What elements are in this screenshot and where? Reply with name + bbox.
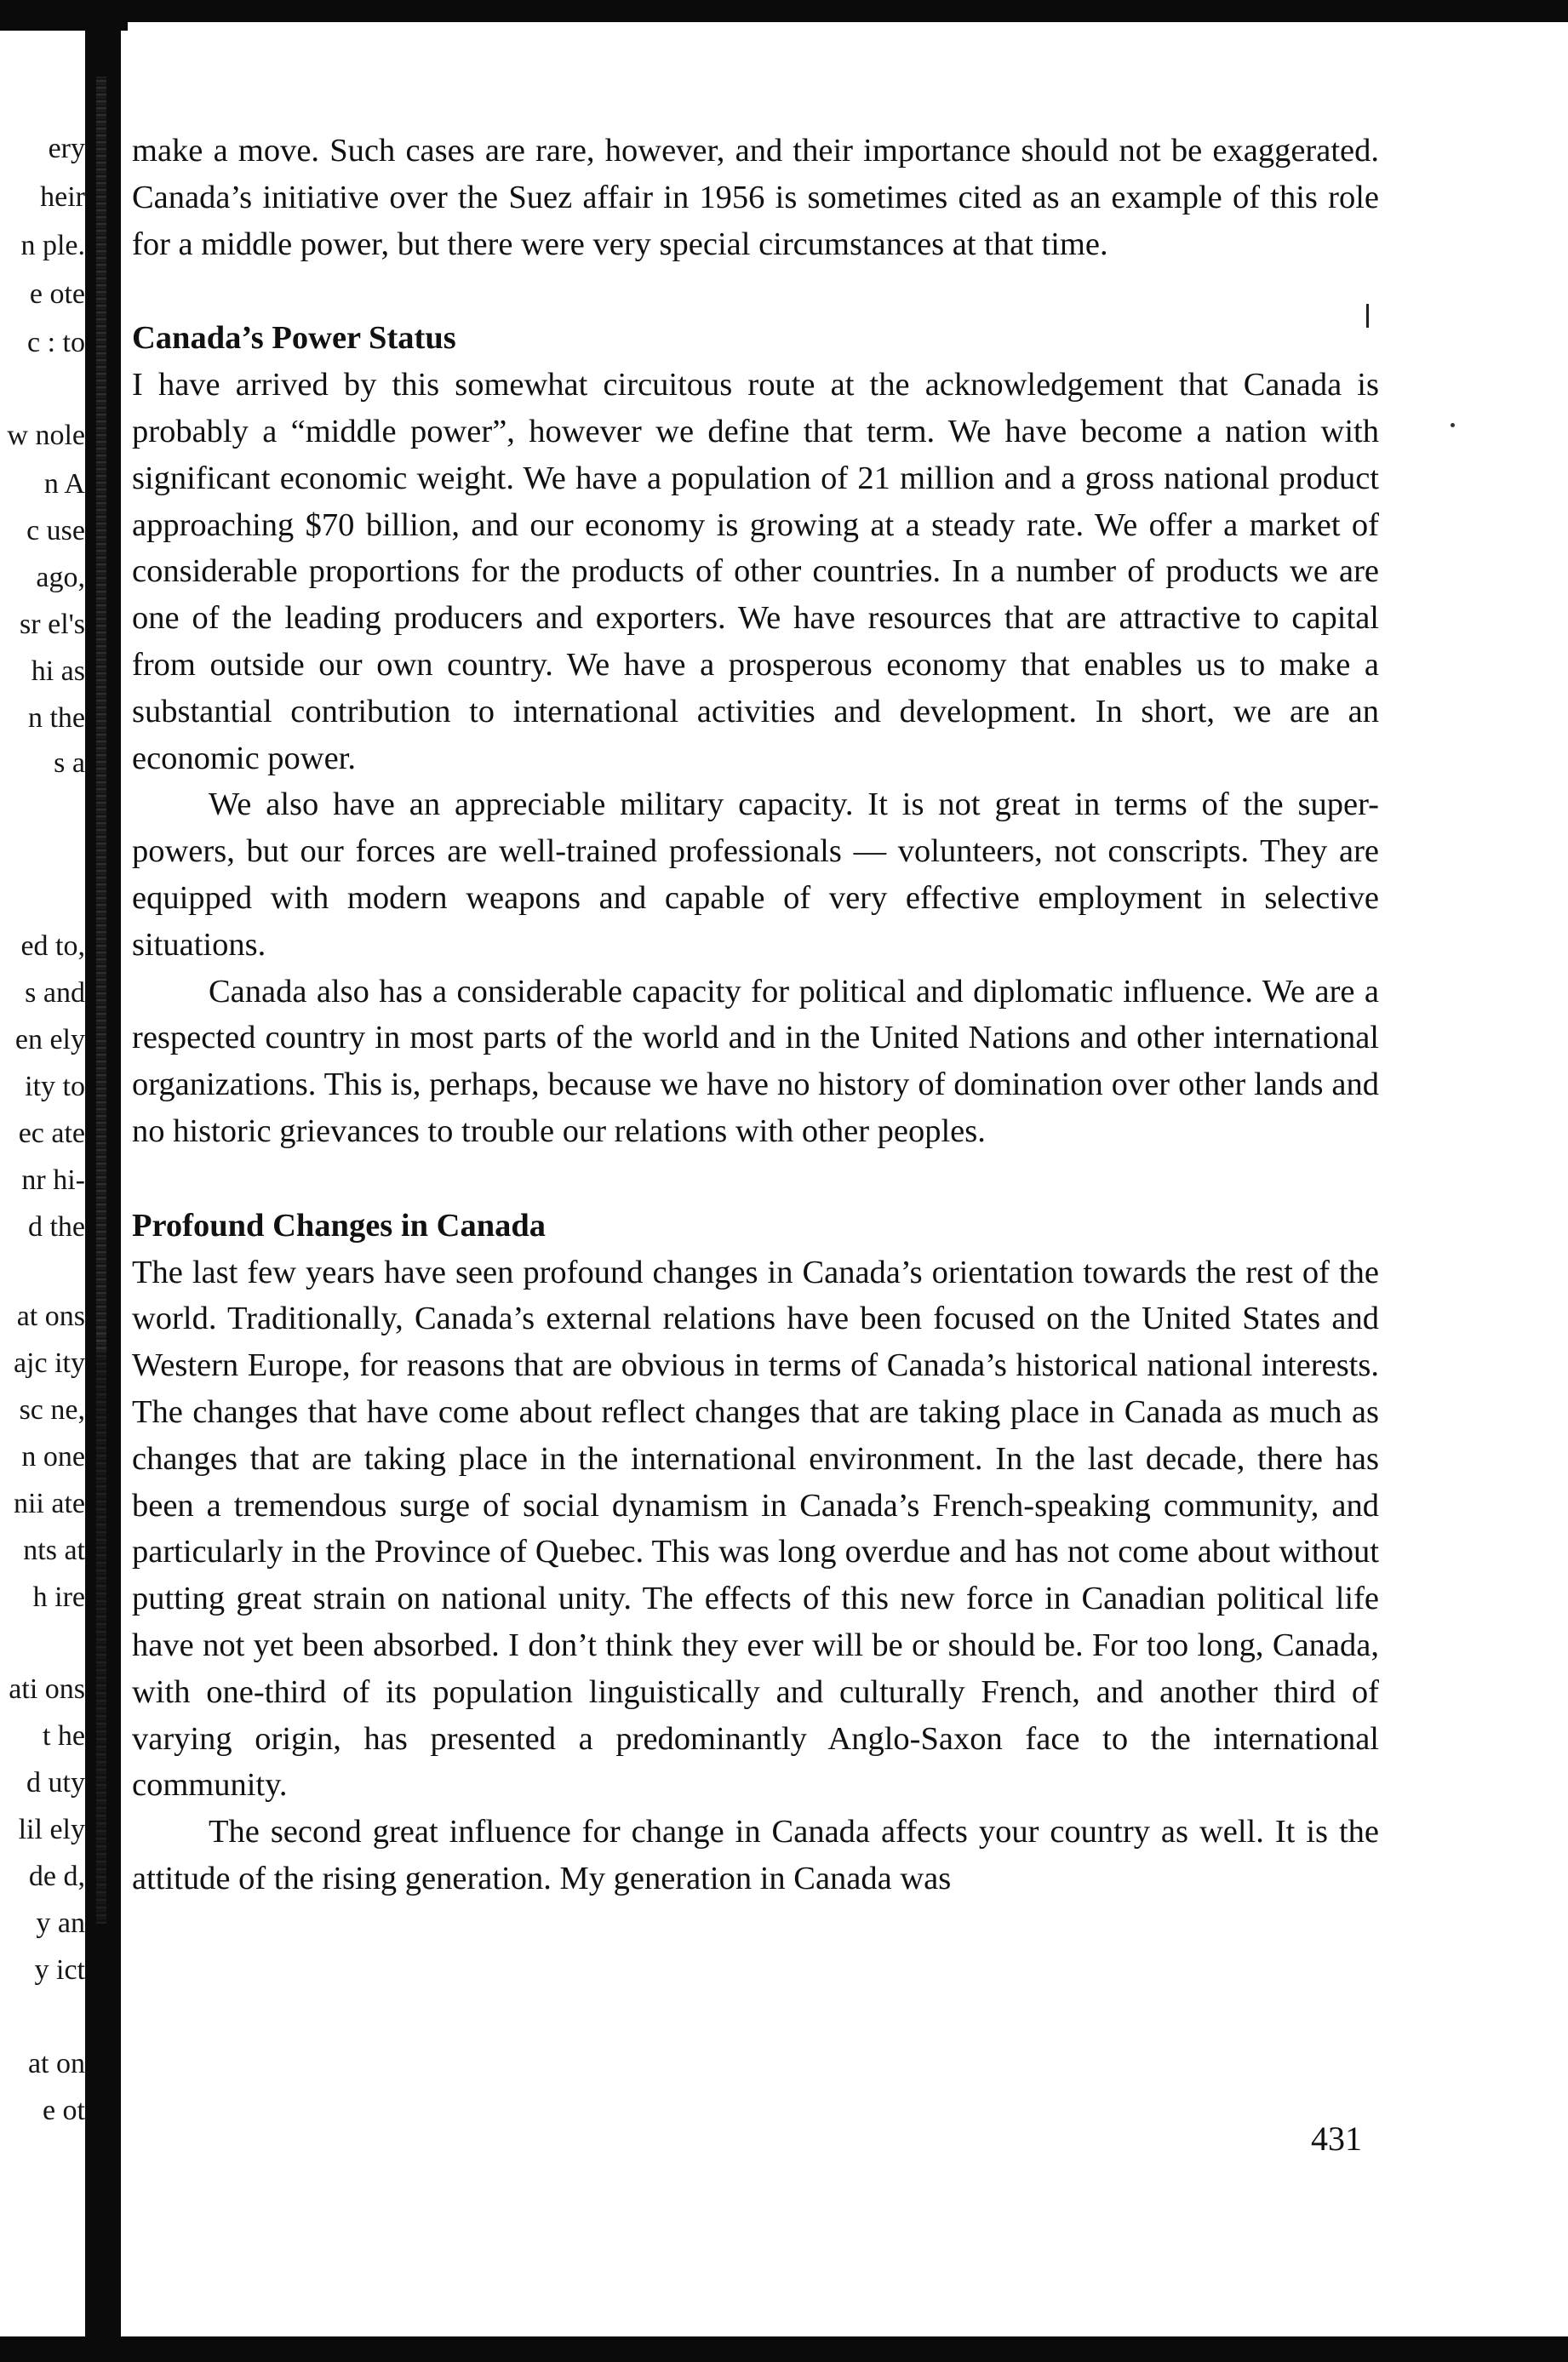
- left-fragment: y an: [36, 1907, 85, 1939]
- left-fragment: e ot: [42, 2095, 85, 2126]
- opening-paragraph: make a move. Such cases are rare, however, and their importance should not be exaggerated. Canada’s initiative over the Suez affair in 1956 is sometimes cited as an example of this role for a middle power, but there were very special circumstances at that time.: [132, 133, 1379, 262]
- left-fragment: ec ate: [18, 1118, 85, 1149]
- left-fragment: at on: [27, 2048, 85, 2079]
- left-fragment: nts at: [23, 1535, 85, 1566]
- left-fragment: ity to: [25, 1071, 85, 1102]
- section-heading-power-status: Canada’s Power Status: [132, 320, 456, 357]
- scan-mark: [1451, 423, 1455, 427]
- left-fragment: d the: [27, 1211, 85, 1243]
- left-fragment: sr el's: [20, 609, 85, 640]
- left-fragment: ati ons: [9, 1673, 85, 1705]
- scan-top-border: [0, 0, 1568, 22]
- body-paragraph: I have arrived by this somewhat circuitous route at the acknowledgement that Canada is probably a “middle power”, however we define that term. We have become a nation with significant economic weight. We have a population of 21 million and a gross national product approaching $70 billion, and our economy is growing at a steady rate. We offer a market of considerable proportions for the products of other countries. In a number of products we are one of the leading producers and exporters. We have resources that are attractive to capital from outside our own country. We have a prosperous economy that enables us to make a substantial contribution to international activities and development. In short, we are an economic power.: [132, 367, 1379, 776]
- left-fragment: w nole: [7, 420, 85, 451]
- scan-bottom-border: [0, 2336, 1568, 2362]
- section-heading-profound-changes: Profound Changes in Canada: [132, 1207, 547, 1244]
- left-fragment: nii ate: [13, 1488, 85, 1519]
- left-fragment: y ict: [34, 1954, 85, 1986]
- left-fragment: ery: [48, 133, 85, 164]
- left-fragment: n A: [43, 468, 85, 500]
- left-fragment: t he: [42, 1720, 85, 1752]
- left-fragment: ago,: [36, 562, 85, 593]
- left-fragment: heir: [40, 181, 85, 213]
- left-fragment: lil ely: [18, 1814, 85, 1845]
- left-fragment: s and: [25, 977, 85, 1009]
- left-fragment: n ple.: [20, 230, 85, 261]
- previous-page-margin: [0, 0, 85, 2362]
- left-fragment: n the: [27, 702, 85, 734]
- left-fragment: en ely: [14, 1024, 85, 1055]
- left-fragment: s a: [54, 747, 85, 779]
- left-fragment: hi as: [31, 655, 85, 687]
- left-fragment: c : to: [27, 327, 85, 358]
- body-paragraph: We also have an appreciable military capacity. It is not great in terms of the super-powers, but our forces are well-trained professionals — volunteers, not conscripts. They are equipped with modern weapons and capable of very effective employment in selective situations.: [132, 786, 1379, 963]
- left-fragment: d uty: [26, 1767, 85, 1799]
- left-fragment: e ote: [29, 278, 85, 310]
- page-body: [132, 128, 1379, 1902]
- body-paragraph: The second great influence for change in Canada affects your country as well. It is the attitude of the rising generation. My generation in Canada was: [132, 1814, 1379, 1896]
- left-fragment: n one: [21, 1441, 85, 1473]
- left-fragment: nr hi-: [21, 1164, 85, 1196]
- left-fragment: h ire: [32, 1581, 85, 1613]
- left-fragment: de d,: [28, 1861, 85, 1892]
- body-paragraph: Canada also has a considerable capacity for political and diplomatic influence. We are a respected country in most parts of the world and in the United Nations and other international organizations. This is, perhaps, because we have no history of domination over other lands and no historic grievances to trouble our relations with other peoples.: [132, 973, 1379, 1149]
- left-fragment: ed to,: [20, 930, 85, 962]
- gutter-texture: [96, 77, 106, 1353]
- left-fragment: sc ne,: [19, 1394, 85, 1426]
- gutter-texture: [96, 1328, 106, 1924]
- left-fragment: at ons: [16, 1301, 85, 1332]
- left-fragment: c use: [26, 515, 85, 546]
- left-fragment: ajc ity: [13, 1347, 85, 1379]
- page-number: 431: [1311, 2119, 1362, 2158]
- body-paragraph: The last few years have seen profound changes in Canada’s orientation towards the rest of the world. Traditionally, Canada’s external relations have been focused on the United States and Western Europe, for reasons that are obvious in terms of Canada’s historical national interests. The changes that have come about reflect changes that are taking place in Canada as much as changes that are taking place in the international environment. In the last decade, there has been a tremendous surge of social dynamism in Canada’s French-speaking community, and particularly in the Province of Quebec. This was long overdue and has not come about without putting great strain on national unity. The effects of this new force in Canadian political life have not yet been absorbed. I don’t think they ever will be or should be. For too long, Canada, with one-third of its population linguistically and culturally French, and another third of varying origin, has presented a predominantly Anglo-Saxon face to the international community.: [132, 1254, 1379, 1804]
